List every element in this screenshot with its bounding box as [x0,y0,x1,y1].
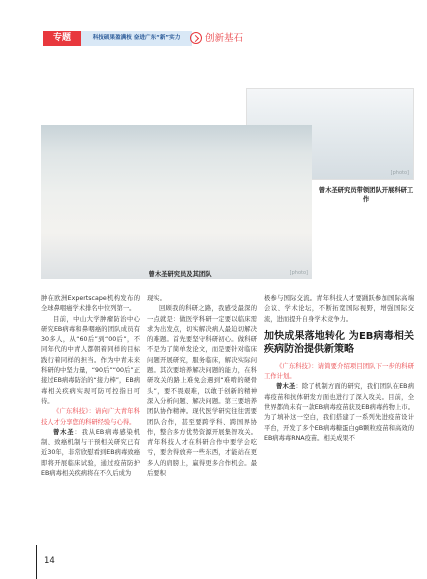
interview-question [41,407,140,428]
paragraph: 现实。 [147,295,166,302]
paragraph: 极参与国际交流。青年科技人才要踊跃参加国际高端会议、学术论坛，不断拓宽国际视野，增强国际交流，进而提升自身学术竞争力。 [264,295,414,323]
question-text: ：请简要介绍项目团队下一步的科研工作计划。 [264,362,415,381]
photo-placeholder-label: [photo] [390,170,409,176]
section-banner: 科技硕果盈满枝 奋进广东“新”实力 [81,31,192,46]
section-title: 创新基石 [205,33,244,44]
page-header [0,0,427,46]
paragraph: 回顾我的科研之路，我感受最深的一点就是：做医学科研一定要以临床需求为出发点，切实解决病人最迫切解决的难题。首先要坚守科研初心。做科研不是为了简单发论文，而是要针对临床问题开展研究，服务临床，解决实际问题。其次要培养解决问题的能力，在科研攻关的路上难免会遇到“难啃的硬骨头”，要不畏艰难，以敢于创新的精神深入分析问题、解决问题。第三要培养团队协作精神。现代医学研究往往需要团队合作，甚至要跨学科、跨国界协作，整合多方优势资源开展集智攻关。青年科技人才在科研合作中要学会吃亏，要舍得放弃一些东西，才能站在更多人的肩膀上，赢得更多合作机会。最后要积 [147,305,257,478]
text-column-3 [264,294,414,444]
photo-placeholder-label: [photo] [289,270,308,276]
section-subheading: 加快成果落地转化 为EB病毒相关疾病防治提供新策略 [264,330,414,355]
interview-answer [41,428,140,479]
answer-speaker: 曾木圣 [53,428,75,436]
team-photo-caption: 曾木圣研究员及其团队 [148,271,212,278]
paragraph: 肿在欧洲Expertscape机构发布的全球鼻咽癌学术排名中位列第一。 [41,295,140,313]
text-column-1 [41,294,140,556]
interview-answer [264,382,414,444]
question-label: 《广东科技》 [276,362,312,370]
question-label: 《广东科技》 [53,408,89,416]
text-column-2 [147,294,257,556]
question-text: ：请向广大青年科技人才分享您的科研经验与心得。 [41,408,141,426]
team-photo [41,125,312,279]
page-number: 14 [44,556,55,566]
section-tag: 专题 [43,31,81,46]
chevron-right-icon [190,32,202,44]
answer-text: ：我从EB病毒感染机制、致癌机制与干预相关研究已有近30年，非常欣慰看到EB病毒致癌即将开展临床试验，通过疫苗防护EB病毒相关疾病将在不久后成为 [41,428,140,478]
interview-question [264,362,414,383]
lab-photo-caption: 曾木圣研究员带领团队开展科研工作 [318,187,414,203]
paragraph: 目前，中山大学肿瘤防治中心研究EB病毒和鼻咽癌的团队成员有30多人，从“60后”到“00后”，不同年代的中青人都朝着同样的目标践行着同样的担当。作为中青未来科研的中坚力量，“90后”“00后”正接过EB病毒防治的“接力棒”，EB病毒相关疾病实现可防可控指日可待。 [41,315,140,405]
answer-speaker: 曾木圣 [276,383,296,391]
page-number-rule [36,545,37,579]
answer-text: ：除了机制方面的研究，我们团队在EB病毒疫苗和抗体研发方面也进行了深入攻关。目前，全世界都尚未有一款EB病毒疫苗获及EB病毒药物上市。为了填补这一空白，我们搭建了一系列先进疫苗设计平台，开发了多个EB病毒糖蛋白gB颗粒疫苗和高效的EB病毒毒RNA疫苗。相关成果不 [264,383,414,442]
